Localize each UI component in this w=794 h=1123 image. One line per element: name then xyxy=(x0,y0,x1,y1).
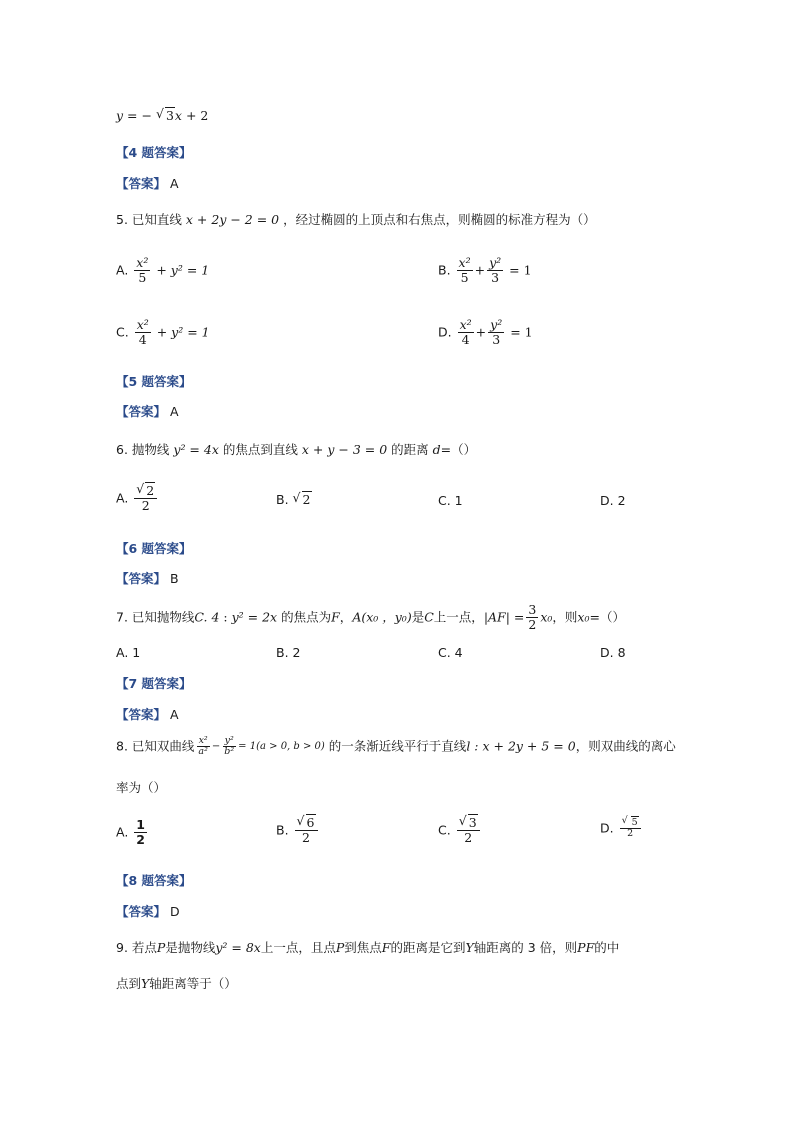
top-equation xyxy=(116,110,208,123)
q5-option-d: D. $\frac{\text{x²}}{4}$ + $\frac{\text{y²}}{3}$ = 1 xyxy=(438,317,533,348)
eq-tail: + 2 xyxy=(185,108,209,123)
question-8-line1: 8. 已知双曲线 $\frac{\text{x²}}{\text{a²}}$ − $\frac{\text{y²}}{\text{b²}}$ = 1(a > 0, b > 0) 的一条渐近线平行于直线l : x + 2y + 5 = 0，则双曲线的离心 xyxy=(116,735,676,758)
eq-sign: = − xyxy=(127,108,152,123)
q5-option-b: B. $\frac{\text{x²}}{5}$ + $\frac{\text{y²}}{3}$ = 1 xyxy=(438,255,532,286)
answer-7: 【答案】 A xyxy=(116,707,179,722)
question-7: 7. 已知抛物线C. 4 : y² = 2x 的焦点为F，A(x₀ ，y₀)是C上一点，|AF| = $\frac{3}{2}$ x₀，则x₀=（） xyxy=(116,602,625,633)
answer-4: 【答案】 A xyxy=(116,176,179,191)
question-5: 5. 已知直线 x + 2y − 2 = 0 ，经过椭圆的上顶点和右焦点，则椭圆的标准方程为（） xyxy=(116,212,596,227)
q7-option-c: C. 4 xyxy=(438,645,463,660)
q7-option-a: A. 1 xyxy=(116,645,141,660)
q7-option-b: B. 2 xyxy=(276,645,301,660)
q6-option-d: D. 2 xyxy=(600,493,626,508)
sqrt-symbol: √ 3 xyxy=(156,110,175,123)
answer-heading-4: 【4 题答案】 xyxy=(116,145,192,160)
eq-var-y: y xyxy=(116,108,124,123)
answer-heading-8: 【8 题答案】 xyxy=(116,873,192,888)
answer-6: 【答案】 B xyxy=(116,571,179,586)
q8-option-d: D. √ $\frac{5}{2}$ xyxy=(600,818,643,840)
q5-option-c: C. $\frac{\text{x²}}{4}$ + y² = 1 xyxy=(116,317,210,348)
question-9-line1: 9. 若点P是抛物线y² = 8x上一点，且点P到焦点F的距离是它到Y轴距离的 3 倍，则PF的中 xyxy=(116,940,620,955)
q6-option-c: C. 1 xyxy=(438,493,463,508)
answer-heading-7: 【7 题答案】 xyxy=(116,676,192,691)
q8-option-c: C. √ $\frac{3}{2}$ xyxy=(438,816,482,846)
q6-option-a: A. √ $\frac{2}{2}$ xyxy=(116,484,159,514)
question-8-line2: 率为（） xyxy=(116,780,167,795)
answer-8: 【答案】 D xyxy=(116,904,180,919)
answer-5: 【答案】 A xyxy=(116,404,179,419)
question-6: 6. 抛物线 y² = 4x 的焦点到直线 x + y − 3 = 0 的距离 d=（） xyxy=(116,442,477,457)
q7-option-d: D. 8 xyxy=(600,645,626,660)
answer-heading-6: 【6 题答案】 xyxy=(116,541,192,556)
q5-option-a: A. $\frac{\text{x²}}{5}$ + y² = 1 xyxy=(116,255,210,286)
eq-var-x: x xyxy=(174,108,182,123)
question-9-line2: 点到Y轴距离等于（） xyxy=(116,976,237,991)
q8-option-a: A. $\frac{1}{2}$ xyxy=(116,817,145,848)
q8-option-b: B. √ $\frac{6}{2}$ xyxy=(276,816,320,846)
answer-heading-5: 【5 题答案】 xyxy=(116,374,192,389)
q6-option-b: B. √ 2 xyxy=(276,494,312,507)
